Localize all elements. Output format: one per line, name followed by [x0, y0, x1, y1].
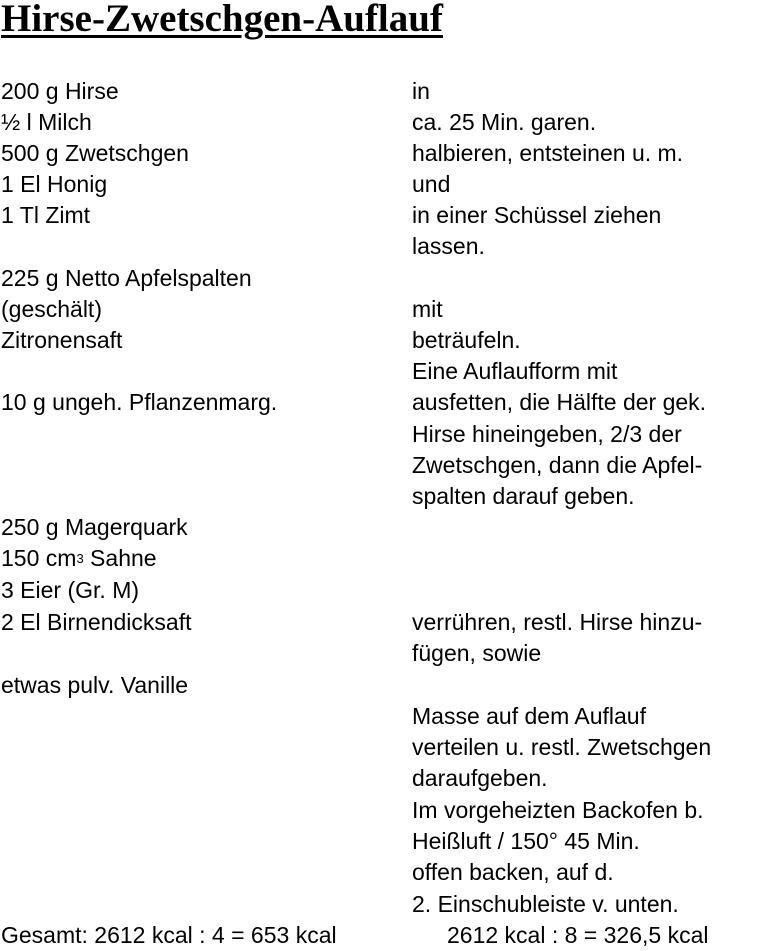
instruction-line: und: [412, 171, 451, 197]
ingredient-zitronensaft: Zitronensaft: [1, 327, 123, 353]
instruction-line: Zwetschgen, dann die Apfel-: [412, 452, 703, 478]
instruction-line: Eine Auflaufform mit: [412, 358, 618, 384]
instruction-line: Masse auf dem Auflauf: [412, 703, 646, 729]
ingredient-birnendicksaft: 2 El Birnendicksaft: [1, 609, 192, 635]
recipe-title: Hirse-Zwetschgen-Auflauf: [1, 0, 443, 40]
instruction-line: ca. 25 Min. garen.: [412, 109, 597, 135]
ingredient-geschaelt: (geschält): [1, 296, 102, 322]
ingredient-eier: 3 Eier (Gr. M): [1, 577, 140, 603]
total-per-4-portions: Gesamt: 2612 kcal : 4 = 653 kcal: [1, 922, 337, 948]
instruction-line: Im vorgeheizten Backofen b.: [412, 797, 704, 823]
instruction-line: beträufeln.: [412, 327, 521, 353]
total-per-8-portions: 2612 kcal : 8 = 326,5 kcal: [447, 922, 709, 948]
ingredient-sahne: [1, 543, 157, 574]
instruction-line: Heißluft / 150° 45 Min.: [412, 828, 640, 854]
sahne-amount: 150 cm: [1, 545, 77, 571]
ingredient-zwetschgen: 500 g Zwetschgen: [1, 140, 189, 166]
ingredient-magerquark: 250 g Magerquark: [1, 514, 188, 540]
instruction-line: spalten darauf geben.: [412, 483, 635, 509]
instruction-line: fügen, sowie: [412, 640, 542, 666]
instruction-line: lassen.: [412, 233, 485, 259]
instruction-line: Hirse hineingeben, 2/3 der: [412, 421, 682, 447]
ingredient-vanille: etwas pulv. Vanille: [1, 672, 189, 698]
instruction-line: daraufgeben.: [412, 765, 548, 791]
sahne-name: Sahne: [83, 545, 157, 571]
ingredient-milch: ½ l Milch: [1, 109, 92, 135]
instruction-line: offen backen, auf d.: [412, 859, 614, 885]
instruction-line: in: [412, 78, 430, 104]
instruction-line: ausfetten, die Hälfte der gek.: [412, 389, 707, 415]
ingredient-hirse: 200 g Hirse: [1, 78, 119, 104]
instruction-line: verrühren, restl. Hirse hinzu-: [412, 609, 703, 635]
instruction-line: in einer Schüssel ziehen: [412, 202, 662, 228]
ingredient-zimt: 1 Tl Zimt: [1, 202, 91, 228]
ingredient-apfelspalten: 225 g Netto Apfelspalten: [1, 265, 252, 291]
sahne-superscript: 3: [76, 551, 84, 566]
instruction-line: mit: [412, 296, 443, 322]
ingredient-margarine: 10 g ungeh. Pflanzenmarg.: [1, 389, 278, 415]
instruction-line: halbieren, entsteinen u. m.: [412, 140, 684, 166]
ingredient-honig: 1 El Honig: [1, 171, 108, 197]
instruction-line: 2. Einschubleiste v. unten.: [412, 891, 679, 917]
instruction-line: verteilen u. restl. Zwetschgen: [412, 734, 712, 760]
